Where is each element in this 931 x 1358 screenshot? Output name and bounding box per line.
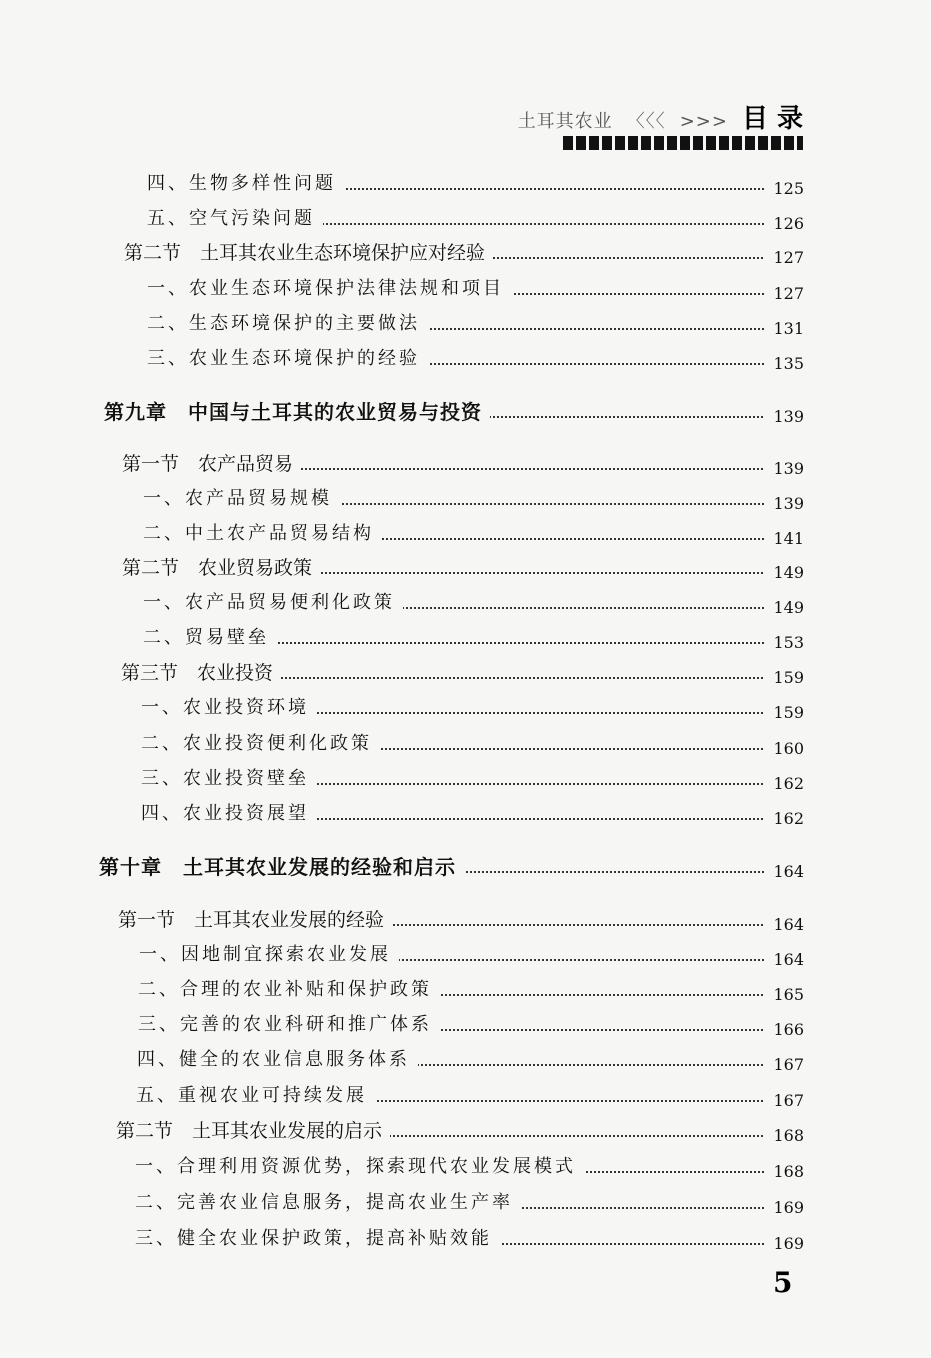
toc-item[interactable] [0, 1046, 931, 1080]
toc-page-number: 167 [764, 1054, 804, 1076]
toc-item[interactable] [0, 275, 931, 309]
toc-item[interactable] [0, 1011, 931, 1045]
toc-item[interactable] [0, 345, 931, 379]
toc-section-label: 第二节 土耳其农业发展的启示 [116, 1117, 390, 1145]
toc-chapter-label: 第九章 中国与土耳其的农业贸易与投资 [104, 398, 490, 426]
toc-item[interactable] [0, 941, 931, 975]
toc-section[interactable] [0, 1117, 931, 1151]
toc-page-number: 164 [764, 861, 804, 883]
toc-page-number: 169 [764, 1233, 804, 1255]
toc-section-label: 第三节 农业投资 [121, 659, 281, 687]
toc-page-number: 165 [764, 984, 804, 1006]
toc-item-label: 一、合理利用资源优势，探索现代农业发展模式 [135, 1153, 584, 1181]
toc-page-number: 169 [764, 1197, 804, 1219]
toc-item-label: 一、农产品贸易便利化政策 [143, 589, 403, 617]
toc-item[interactable] [0, 485, 931, 519]
toc-page-number: 159 [764, 667, 804, 689]
toc-page-number: 135 [764, 353, 804, 375]
toc-page-number: 168 [764, 1125, 804, 1147]
toc-item-label: 一、因地制宜探索农业发展 [139, 941, 399, 969]
toc-page-number: 139 [764, 458, 804, 480]
toc-item[interactable] [0, 205, 931, 239]
toc-item[interactable] [0, 1153, 931, 1187]
page-number: 5 [773, 1266, 793, 1299]
toc-section[interactable] [0, 906, 931, 940]
toc-item[interactable] [0, 589, 931, 623]
toc-page-number: 139 [764, 493, 804, 515]
toc-page-number: 127 [764, 247, 804, 269]
toc-item[interactable] [0, 624, 931, 658]
toc-page-number: 139 [764, 406, 804, 428]
toc-item-label: 三、完善的农业科研和推广体系 [138, 1011, 440, 1039]
toc-section[interactable] [0, 554, 931, 588]
toc-item[interactable] [0, 765, 931, 799]
toc-page-number: 126 [764, 213, 804, 235]
toc-page-number: 162 [764, 773, 804, 795]
toc-section-label: 第一节 农产品贸易 [122, 450, 301, 478]
toc-page-number: 153 [764, 632, 804, 654]
toc-item-label: 二、贸易壁垒 [143, 624, 277, 652]
toc-section-label: 第二节 农业贸易政策 [122, 554, 320, 582]
toc-page-number: 127 [764, 283, 804, 305]
contents-title: 目 录 [741, 104, 803, 134]
toc-item-label: 一、农产品贸易规模 [143, 485, 340, 513]
toc-section-label: 第一节 土耳其农业发展的经验 [118, 906, 392, 934]
toc-section[interactable] [0, 659, 931, 693]
toc-item-label: 三、农业投资壁垒 [141, 765, 317, 793]
toc-item-label: 一、农业投资环境 [141, 694, 317, 722]
toc-section-label: 第二节 土耳其农业生态环境保护应对经验 [124, 239, 493, 267]
toc-item[interactable] [0, 694, 931, 728]
toc-item-label: 四、农业投资展望 [141, 800, 317, 828]
toc-page-number: 164 [764, 914, 804, 936]
toc-item-label: 二、合理的农业补贴和保护政策 [138, 976, 440, 1004]
toc-page-number: 125 [764, 178, 804, 200]
header-arrow: >>> [679, 111, 728, 132]
toc-page-number: 167 [764, 1090, 804, 1112]
toc-item-label: 四、生物多样性问题 [147, 170, 344, 198]
toc-item-label: 五、重视农业可持续发展 [136, 1082, 375, 1110]
toc-item-label: 二、中土农产品贸易结构 [143, 520, 382, 548]
toc-chapter[interactable] [0, 398, 931, 432]
toc-page-number: 164 [764, 949, 804, 971]
toc-page-number: 149 [764, 562, 804, 584]
toc-item-label: 一、农业生态环境保护法律法规和项目 [147, 275, 512, 303]
toc-page-number: 159 [764, 702, 804, 724]
toc-item-label: 三、农业生态环境保护的经验 [147, 345, 428, 373]
toc-section[interactable] [0, 239, 931, 273]
toc-page-number: 160 [764, 738, 804, 760]
toc-page-number: 168 [764, 1161, 804, 1183]
toc-item[interactable] [0, 800, 931, 834]
toc-item[interactable] [0, 976, 931, 1010]
toc-item[interactable] [0, 1082, 931, 1116]
toc-page-number: 141 [764, 528, 804, 550]
toc-item[interactable] [0, 1225, 931, 1259]
toc-page-number: 162 [764, 808, 804, 830]
series-title: 土耳其农业 [517, 111, 613, 132]
toc-chapter-label: 第十章 土耳其农业发展的经验和启示 [99, 853, 464, 881]
toc-item-label: 三、健全农业保护政策，提高补贴效能 [135, 1225, 500, 1253]
toc-item[interactable] [0, 170, 931, 204]
toc-item[interactable] [0, 310, 931, 344]
toc-item-label: 四、健全的农业信息服务体系 [137, 1046, 418, 1074]
toc-item-label: 二、生态环境保护的主要做法 [147, 310, 428, 338]
toc-page-number: 131 [764, 318, 804, 340]
toc-chapter[interactable] [0, 853, 931, 887]
toc-page-number: 149 [764, 597, 804, 619]
toc-item[interactable] [0, 1189, 931, 1223]
toc-item-label: 五、空气污染问题 [147, 205, 323, 233]
toc-item-label: 二、完善农业信息服务，提高农业生产率 [135, 1189, 521, 1217]
toc-item[interactable] [0, 520, 931, 554]
toc-section[interactable] [0, 450, 931, 484]
toc-page-number: 166 [764, 1019, 804, 1041]
toc-item-label: 二、农业投资便利化政策 [141, 730, 380, 758]
series-marker: 〈〈〈 [626, 111, 666, 132]
toc-item[interactable] [0, 730, 931, 764]
